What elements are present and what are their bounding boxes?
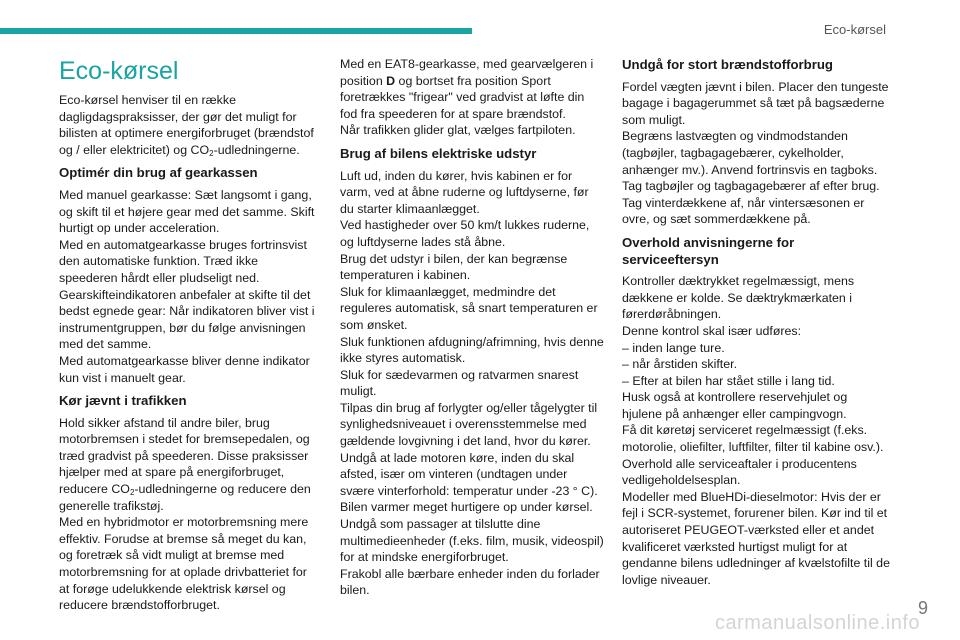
column-2	[340, 54, 604, 599]
heading-electrical-equipment: Brug af bilens elektriske udstyr	[340, 145, 537, 161]
service-line: – Efter at bilen har stået stille i lang tid.	[622, 373, 835, 388]
heading-excess-consumption: Undgå for stort brændstofforbrug	[622, 57, 833, 72]
co2-subscript: 2	[209, 148, 214, 158]
electric-line: Brug det udstyr i bilen, der kan begrænse temperaturen i kabinen.	[340, 251, 568, 283]
gearbox-line: Med automatgearkasse bliver denne indikator kun vist i manuelt gear.	[59, 353, 310, 385]
service-line: Husk også at kontrollere reservehjulet og hjulene på anhænger eller campingvogn.	[622, 390, 848, 421]
eat8-text-b: og bortset fra position Sport foretrækkes "frigear" ved gradvist at løfte din fod fra speederen for at spare brændstof.	[340, 73, 585, 121]
electric-line: Undgå at lade motoren køre, inden du skal afsted, især om vinteren (undtagen under svære vinterforhold: temperatur under -23 ° C). Bilen varmer meget hurtigere op under kørsel.	[340, 450, 598, 515]
eat8-text-a: Med en EAT8-gearkasse, med gearvælgeren i position	[340, 57, 594, 88]
service-line: Denne kontrol skal især udføres:	[622, 323, 802, 338]
heading-gearbox: Optimér din brug af gearkassen	[59, 165, 258, 181]
smooth-text-a: Hold sikker afstand til andre biler, brug motorbremsen i stedet for bremsepedalen, og træd gradvist på speederen. Disse praksisser hjælper med at spare på energiforbruget, reducere CO	[59, 415, 310, 497]
service-line: Kontroller dæktrykket regelmæssigt, mens dækkene er kolde. Se dæktrykmærkaten i førerdøråbningen.	[622, 274, 855, 322]
electric-line: Undgå som passager at tilslutte dine multimedieenheder (f.eks. film, musik, videospil) for at mindske energiforbruget.	[340, 517, 604, 565]
watermark: carmanualsonline.info	[714, 612, 920, 634]
service-line: – inden lange ture.	[622, 340, 725, 355]
intro-text-a: Eco-kørsel henviser til en række dagligdagspraksisser, der gør det muligt for bilisten at optimere energiforbruget (brændstof og / eller elektricitet) og CO	[59, 93, 314, 157]
smooth-paragraph-hybrid: Med en hybridmotor er motorbremsning mere effektiv. Forudse at bremse så meget du kan, og foretræk så vidt muligt at bremse med motorbremsning for at oplade drivbatteriet for at forøge udelukkende elektrisk kørsel og reducere brændstofforbruget.	[59, 515, 309, 613]
running-header: Eco-kørsel	[823, 22, 886, 37]
smooth-paragraph	[59, 415, 317, 515]
service-line: Få dit køretøj serviceret regelmæssigt (f.eks. motorolie, oliefilter, luftfilter, filter til kabine osv.).	[622, 423, 884, 455]
column-3	[622, 54, 890, 588]
electric-line: Sluk for sædevarmen og ratvarmen snarest muligt.	[340, 367, 579, 399]
intro-text-b: -udledningerne.	[213, 142, 300, 157]
gearbox-line: Gearskifteindikatoren anbefaler at skifte til det bedst egnede gear: Når indikatoren bliver vist i instrumentgruppen, bør du følge anvisningen med det samme.	[59, 287, 315, 352]
electric-line: Tilpas din brug af forlygter og/eller tågelygter til synlighedsniveauet i overensstemmelse med gældende lovgivning i det land, hvor du kører.	[340, 400, 598, 449]
electric-line: Sluk funktionen afdugning/afrimning, hvis denne ikke styres automatisk.	[340, 334, 604, 366]
electric-line: Ved hastigheder over 50 km/t lukkes ruderne, og luftdyserne lades stå åbne.	[340, 218, 590, 249]
heading-service-instructions: Overhold anvisningerne for serviceeftersyn	[622, 234, 795, 267]
electric-line: Sluk for klimaanlægget, medmindre det reguleres automatisk, så snart temperaturen er som ønsket.	[340, 284, 598, 332]
service-line: Modeller med BlueHDi-dieselmotor: Hvis der er fejl i SCR-systemet, forurener bilen. Kør ind til et autoriseret PEUGEOT-værksted eller et andet kvalificeret værksted hurtigst muligt for at gendanne bilens udledninger af kvælstofilte til de lovlige niveauer.	[622, 489, 890, 587]
overload-line: Begræns lastvægten og vindmodstanden (tagbøjler, tagbagagebærer, cykelholder, anhænger mv.). Anvend fortrinsvis en tagboks.	[622, 129, 878, 177]
overload-line: Fordel vægten jævnt i bilen. Placer den tungeste bagage i bagagerummet så tæt på bagsæderne som muligt.	[622, 79, 889, 127]
gearbox-line: Med en automatgearkasse bruges fortrinsvist den automatiske funktion. Træd ikke speederen hårdt eller pludseligt ned.	[59, 237, 307, 285]
column-1	[59, 54, 317, 614]
electric-line: Frakobl alle bærbare enheder inden du forlader bilen.	[340, 566, 600, 598]
header-accent-bar	[0, 28, 472, 34]
overload-line: Tag vinterdækkene af, når vintersæsonen er ovre, og sæt sommerdækkene på.	[622, 195, 865, 227]
smooth-text-b: -udledningerne og reducere den generelle trafikstøj.	[59, 482, 311, 513]
gearbox-line: Med manuel gearkasse: Sæt langsomt i gang, og skift til et højere gear med det samme. Skift hurtigt op under acceleration.	[59, 187, 315, 236]
overload-line: Tag tagbøjler og tagbagagebærer af efter brug.	[622, 179, 880, 194]
cruise-control-line: Når trafikken glider glat, vælges fartpiloten.	[340, 123, 576, 138]
co2-subscript: 2	[129, 488, 135, 498]
service-line: – når årstiden skifter.	[622, 357, 738, 372]
service-line: Overhold alle serviceaftaler i producentens vedligeholdelsesplan.	[622, 456, 857, 488]
page-title: Eco-kørsel	[59, 57, 179, 85]
heading-smooth-driving: Kør jævnt i trafikken	[59, 393, 187, 409]
electric-line: Luft ud, inden du kører, hvis kabinen er for varm, ved at åbne ruderne og luftdyserne, før du starter klimaanlægget.	[340, 168, 589, 216]
gear-d-label: D	[386, 73, 396, 88]
page-number: 9	[917, 598, 928, 618]
eat8-paragraph	[340, 56, 604, 122]
intro-paragraph	[59, 92, 317, 158]
